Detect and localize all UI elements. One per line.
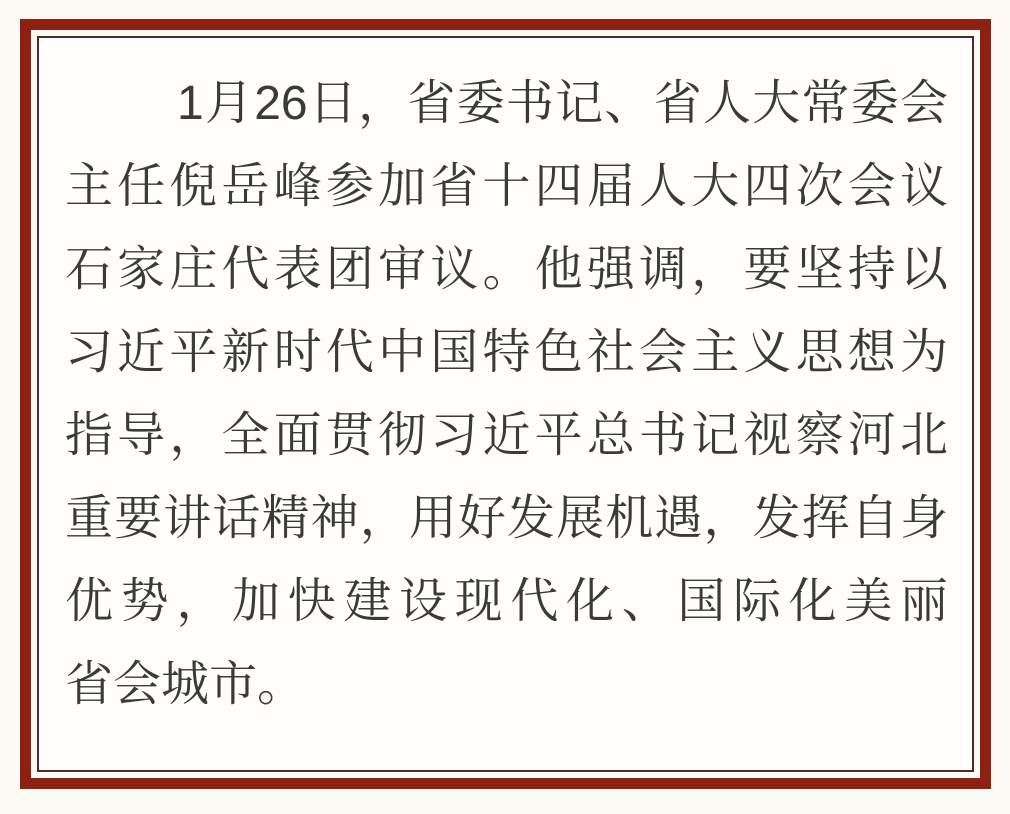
- paragraph-line-7: 优势，加快建设现代化、国际化美丽: [65, 575, 948, 628]
- paragraph-line-6: 重要讲话精神，用好发展机遇，发挥自身: [65, 492, 948, 545]
- paragraph-line-5: 指导，全面贯彻习近平总书记视察河北: [65, 409, 948, 462]
- paragraph-line-3: 石家庄代表团审议。他强调，要坚持以: [65, 243, 948, 296]
- paragraph-line-1: 1月26日，省委书记、省人大常委会: [177, 77, 948, 130]
- paragraph-line-8: 省会城市。: [65, 658, 306, 711]
- decorative-red-frame: [20, 19, 991, 789]
- paragraph-line-2: 主任倪岳峰参加省十四届人大四次会议: [65, 160, 948, 213]
- frame-inner-line: [37, 36, 974, 772]
- article-text-block: [39, 38, 972, 726]
- paragraph-line-4: 习近平新时代中国特色社会主义思想为: [65, 326, 948, 379]
